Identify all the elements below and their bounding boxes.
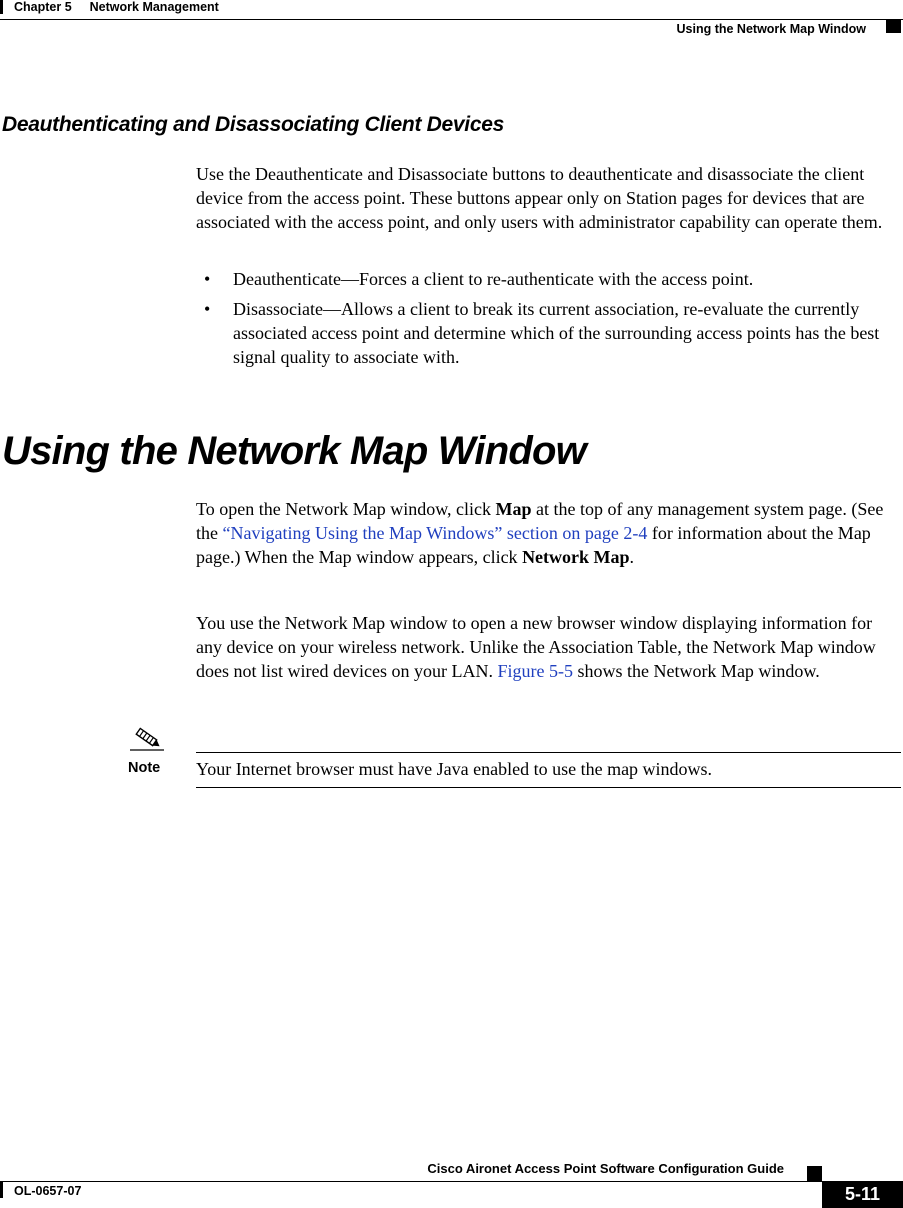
text-run: shows the Network Map window. bbox=[572, 661, 820, 681]
footer-guide-title: Cisco Aironet Access Point Software Configuration Guide bbox=[427, 1161, 784, 1176]
section-heading-deauthenticating: Deauthenticating and Disassociating Client Devices bbox=[2, 113, 504, 136]
page-title: Using the Network Map Window bbox=[2, 429, 586, 473]
section2-paragraph-2 bbox=[196, 611, 901, 683]
page-number: 5-11 bbox=[822, 1181, 903, 1208]
bullet-list bbox=[196, 267, 901, 375]
footer-rule bbox=[0, 1181, 903, 1182]
text-run: To open the Network Map window, click bbox=[196, 499, 496, 519]
map-term: Map bbox=[495, 499, 532, 519]
note-text: Your Internet browser must have Java enabled to use the map windows. bbox=[196, 759, 713, 779]
text-run: at the top of any management system page. (See the bbox=[196, 499, 884, 543]
footer-doc-number: OL-0657-07 bbox=[14, 1184, 82, 1198]
footer-block bbox=[807, 1166, 822, 1181]
section2-paragraph-1 bbox=[196, 497, 901, 569]
bullet-icon: • bbox=[204, 299, 211, 319]
figure-5-5-link[interactable]: Figure 5-5 bbox=[497, 661, 573, 681]
note-rule-top bbox=[196, 752, 901, 753]
bullet-icon: • bbox=[204, 269, 211, 289]
header-rule bbox=[0, 19, 903, 20]
note-rule-bottom bbox=[196, 787, 901, 788]
text-run: You use the Network Map window to open a new browser window displaying information for any device on your wireless network. Unlike the Association Table, the Network Map window does not list wired devices on your LAN. bbox=[196, 613, 876, 681]
note-label: Note bbox=[128, 760, 161, 776]
running-header-section: Using the Network Map Window bbox=[676, 22, 866, 36]
text-run: . bbox=[629, 547, 635, 567]
footer-marker bbox=[0, 1182, 3, 1198]
list-item bbox=[196, 297, 901, 369]
text-run: for information about the Map page.) When the Map window appears, click bbox=[196, 523, 871, 567]
navigating-map-windows-link[interactable]: “Navigating Using the Map Windows” section on page 2-4 bbox=[222, 523, 648, 543]
section1-intro: Use the Deauthenticate and Disassociate buttons to deauthenticate and disassociate the client device from the access point. These buttons appear only on Station pages for devices that are associated with the access point, and only users with administrator capability can operate them. bbox=[196, 164, 883, 232]
chapter-title: Network Management bbox=[89, 0, 219, 14]
chapter-number: Chapter 5 bbox=[14, 0, 72, 14]
list-item bbox=[196, 267, 901, 291]
bullet-text-deauthenticate: Deauthenticate—Forces a client to re-authenticate with the access point. bbox=[233, 269, 754, 289]
running-header-chapter bbox=[14, 0, 219, 14]
pencil-note-icon bbox=[130, 727, 164, 753]
header-marker bbox=[0, 0, 3, 14]
network-map-term: Network Map bbox=[522, 547, 630, 567]
header-block bbox=[886, 20, 901, 33]
bullet-text-disassociate: Disassociate—Allows a client to break its current association, re-evaluate the currently associated access point and determine which of the surrounding access points has the best signal quality to associate with. bbox=[233, 299, 880, 367]
